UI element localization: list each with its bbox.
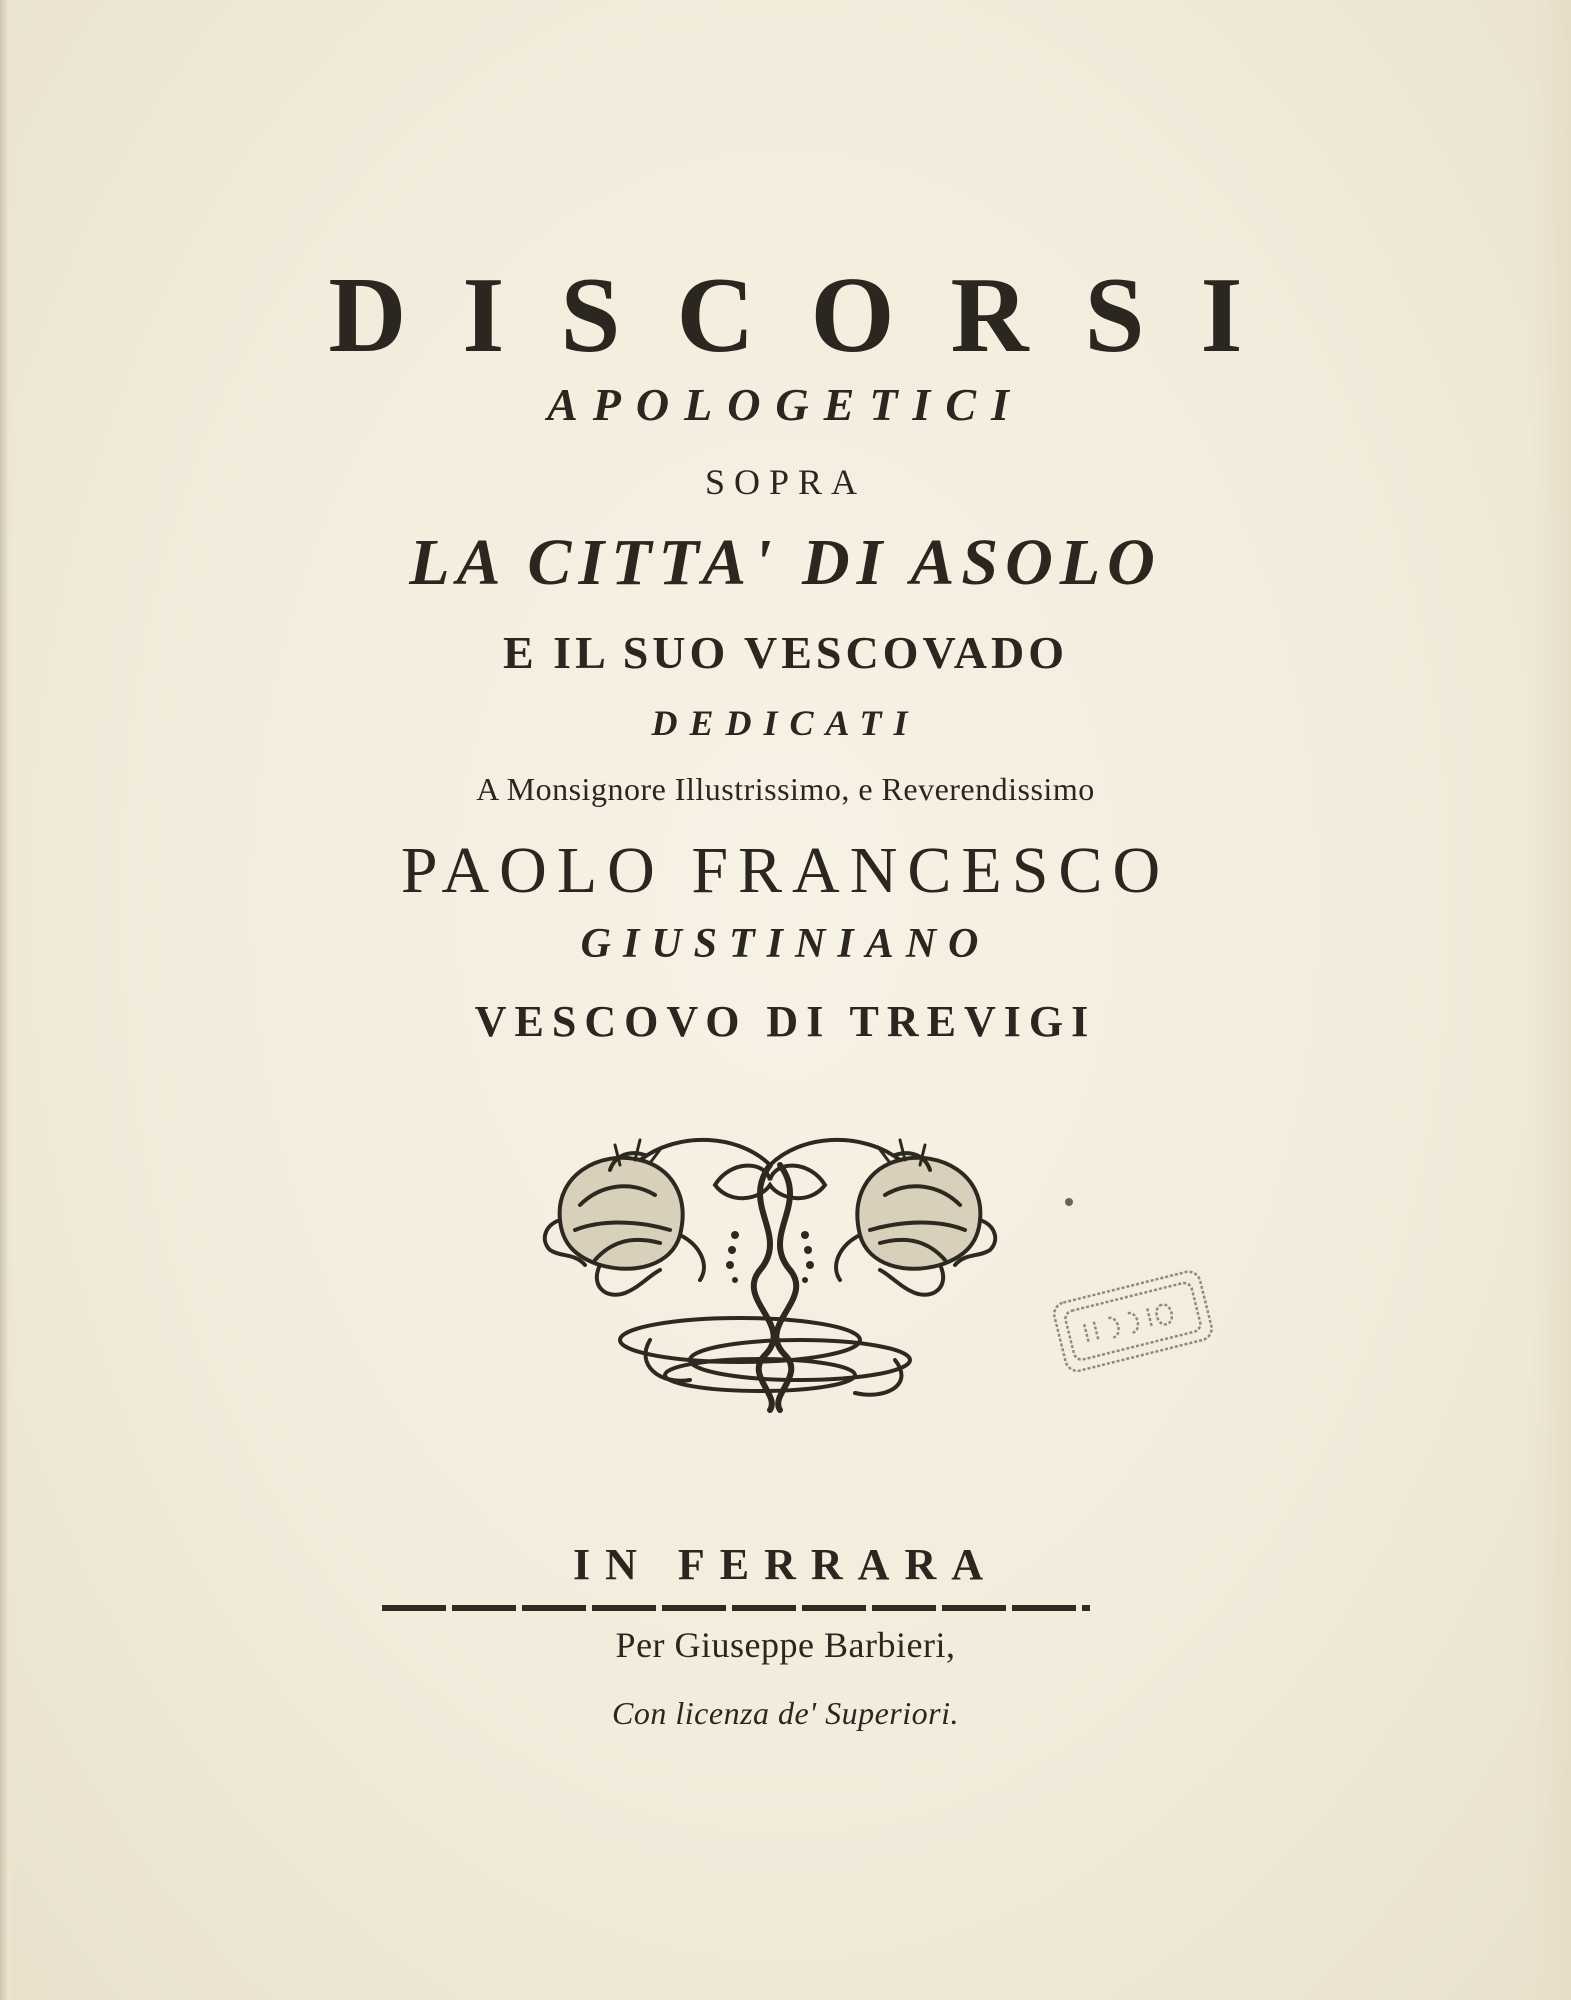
floral-ornament-icon — [540, 1125, 1000, 1415]
dedication-word: DEDICATI — [651, 703, 920, 743]
book-title: DISCORSI — [328, 256, 1299, 375]
subject-line-1: LA CITTA' DI ASOLO — [409, 526, 1162, 599]
left-flower-icon — [545, 1140, 704, 1295]
preposition-line: SOPRA — [704, 462, 867, 502]
book-subtitle: APOLOGETICI — [547, 379, 1024, 430]
right-flower-icon — [836, 1140, 995, 1295]
imprint-printer: Per Giuseppe Barbieri, — [615, 1625, 956, 1665]
library-stamp-icon — [1040, 1265, 1220, 1380]
imprint-rule — [382, 1605, 1090, 1611]
imprint-place: IN FERRARA — [573, 1540, 998, 1589]
dedicatee-title: VESCOVO DI TREVIGI — [474, 997, 1097, 1046]
subject-line-2: E IL SUO VESCOVADO — [503, 627, 1068, 678]
dedication-to: A Monsignore Illustrissimo, e Reverendissimo — [476, 771, 1095, 807]
dedicatee-surname: GIUSTINIANO — [580, 921, 991, 967]
dedicatee-name: PAOLO FRANCESCO — [400, 834, 1171, 907]
ink-spot — [1065, 1198, 1073, 1206]
imprint-licence: Con licenza de' Superiori. — [612, 1695, 959, 1731]
